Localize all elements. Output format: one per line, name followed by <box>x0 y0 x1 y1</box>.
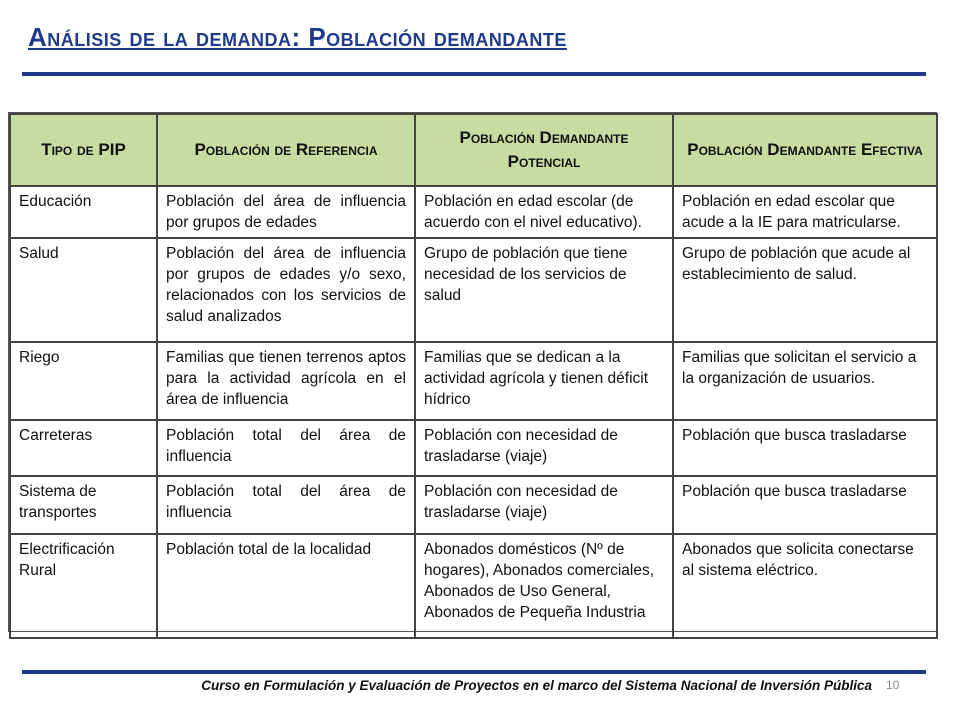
cell-referencia: Familias que tienen terrenos aptos para la actividad agrícola en el área de influencia <box>157 342 415 420</box>
cell-efectiva: Abonados que solicita conectarse al sistema eléctrico. <box>673 534 937 638</box>
cell-referencia: Población del área de influencia por grupos de edades <box>157 186 415 238</box>
demand-table-container <box>8 112 937 632</box>
header-poblacion-referencia: Población de Referencia <box>157 114 415 186</box>
cell-tipo: Carreteras <box>10 420 157 476</box>
table-row <box>10 534 937 638</box>
cell-potencial: Población con necesidad de trasladarse (viaje) <box>415 476 673 534</box>
demand-table <box>9 113 938 639</box>
cell-potencial: Abonados domésticos (Nº de hogares), Abonados comerciales, Abonados de Uso General, Abonados de Pequeña Industria <box>415 534 673 638</box>
table-row <box>10 342 937 420</box>
cell-efectiva: Población que busca trasladarse <box>673 476 937 534</box>
table-row <box>10 186 937 238</box>
title-divider <box>22 72 926 76</box>
table-header-row <box>10 114 937 186</box>
cell-efectiva: Grupo de población que acude al establecimiento de salud. <box>673 238 937 342</box>
table-row <box>10 476 937 534</box>
footer-course-text: Curso en Formulación y Evaluación de Proyectos en el marco del Sistema Nacional de Inversión Pública <box>201 678 872 693</box>
cell-potencial: Familias que se dedican a la actividad agrícola y tienen déficit hídrico <box>415 342 673 420</box>
cell-referencia: Población total de la localidad <box>157 534 415 638</box>
cell-potencial: Población en edad escolar (de acuerdo con el nivel educativo). <box>415 186 673 238</box>
header-tipo-pip: Tipo de PIP <box>10 114 157 186</box>
cell-tipo: Sistema de transportes <box>10 476 157 534</box>
table-row <box>10 420 937 476</box>
cell-potencial: Población con necesidad de trasladarse (viaje) <box>415 420 673 476</box>
cell-efectiva: Población en edad escolar que acude a la IE para matricularse. <box>673 186 937 238</box>
cell-tipo: Electrificación Rural <box>10 534 157 638</box>
cell-efectiva: Familias que solicitan el servicio a la organización de usuarios. <box>673 342 937 420</box>
cell-tipo: Salud <box>10 238 157 342</box>
cell-tipo: Riego <box>10 342 157 420</box>
cell-potencial: Grupo de población que tiene necesidad de los servicios de salud <box>415 238 673 342</box>
cell-referencia: Población total del área de influencia <box>157 476 415 534</box>
header-demandante-efectiva: Población Demandante Efectiva <box>673 114 937 186</box>
cell-referencia: Población total del área de influencia <box>157 420 415 476</box>
cell-referencia: Población del área de influencia por grupos de edades y/o sexo, relacionados con los servicios de salud analizados <box>157 238 415 342</box>
cell-efectiva: Población que busca trasladarse <box>673 420 937 476</box>
table-row <box>10 238 937 342</box>
cell-tipo: Educación <box>10 186 157 238</box>
page-title: Análisis de la demanda: Población demandante <box>28 22 567 52</box>
page-number: 10 <box>886 678 900 692</box>
footer-divider <box>22 670 926 674</box>
header-demandante-potencial: Población Demandante Potencial <box>415 114 673 186</box>
